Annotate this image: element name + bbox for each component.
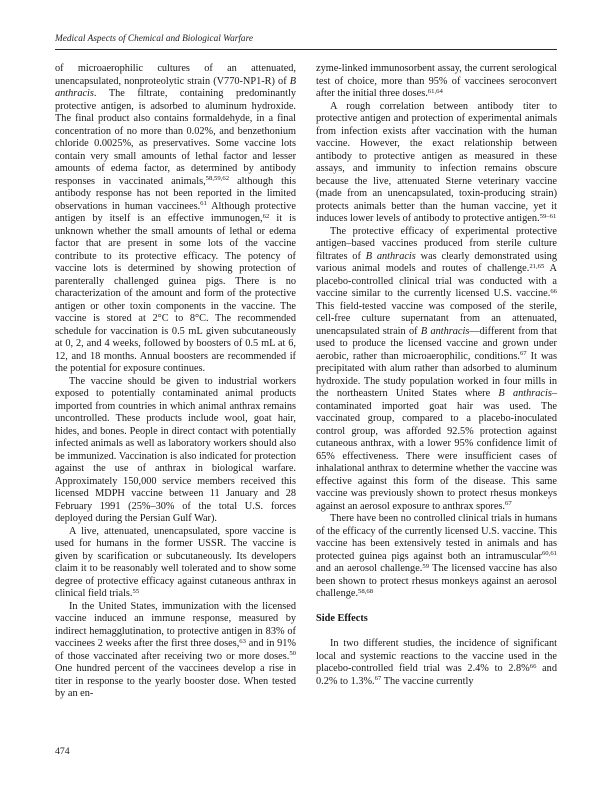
page-body <box>55 63 557 753</box>
header-rule <box>55 49 557 50</box>
running-head-title: Medical Aspects of Chemical and Biological Warfare <box>55 34 253 44</box>
reference-superscript: 66 <box>529 662 537 670</box>
paragraph: A live, attenuated, unencapsulated, spore vaccine is used for humans in the former USSR. The vaccine is given by scarification or subcutaneously. Its developers claim it to be reasonably well tolerated and to show some degree of protective efficacy against cutaneous anthrax in clinical field trials.$^{55}$ <box>55 525 296 599</box>
reference-superscript: 58,59,62 <box>205 175 230 183</box>
paragraph: of microaerophilic cultures of an attenuated, unencapsulated, nonproteolytic strain (V770-NP1-R) of B anthracis. The filtrate, containing predominantly protective antigen, is adsorbed to aluminum hydroxide. The final product also contains formaldehyde, in a final concentration of no more than 0.02%, and benzethonium chloride 0.0025%, as preservatives. Some vaccine lots contain very small amounts of lethal factor and lesser amounts of edema factor, as determined by antibody responses in vaccinated animals,$^{58,59,62}$ although this antibody response has not been reported in the limited observations in human vaccinees.$^{61}$ Although protective antigen by itself is an effective immunogen,$^{62}$ it is unknown whether the small amounts of lethal or edema factor that are present in some lots of the vaccine contribute to its protective efficacy. The potency of vaccine lots is determined by showing protection of parenterally challenged guinea pigs. There is no characterization of the amount and form of the protective antigen or other toxin components in the vaccine. The vaccine is stored at 2°C to 8°C. The recommended schedule for vaccination is 0.5 mL given subcutaneously at 0, 2, and 4 weeks, followed by boosters of 0.5 mL at 6, 12, and 18 months. Annual boosters are recommended if the potential for exposure continues. <box>55 63 296 374</box>
reference-superscript: 67 <box>505 500 512 508</box>
reference-superscript: 63 <box>239 637 246 645</box>
running-head <box>55 34 557 50</box>
reference-superscript: 21,65 <box>529 262 545 270</box>
reference-superscript: 60,61 <box>541 550 557 558</box>
reference-superscript: 66 <box>550 287 557 295</box>
species-name: B anthracis <box>498 388 552 399</box>
right-column <box>316 63 557 753</box>
paragraph: There have been no controlled clinical trials in humans of the efficacy of the currently licensed U.S. vaccine. This vaccine has been extensively tested in animals and has protected guinea pigs against both an intramuscular$^{60,61}$ and an aerosol challenge.$^{59}$ The licensed vaccine has also been shown to protect rhesus monkeys against an aerosol challenge.$^{58,68}$ <box>316 513 557 599</box>
reference-superscript: 50 <box>289 650 296 658</box>
paragraph: zyme-linked immunosorbent assay, the current serological test of choice, more than 95% of vaccinees seroconvert after the initial three doses.$^{61,64}$ <box>316 63 557 99</box>
species-name: B anthracis <box>420 325 470 337</box>
reference-superscript: 67 <box>519 350 527 358</box>
reference-superscript: 58,68 <box>358 587 374 595</box>
reference-superscript: 61 <box>200 200 207 208</box>
reference-superscript: 59–61 <box>539 212 557 220</box>
reference-superscript: 62 <box>262 212 270 220</box>
paragraph: The protective efficacy of experimental protective antigen–based vaccines produced from sterile culture filtrates of B anthracis was clearly demonstrated using various animal models and routes of challenge.$^{21,65}$ A placebo-controlled clinical trial was conducted with a vaccine similar to the currently licensed U.S. vaccine.$^{66}$ This field-tested vaccine was composed of the sterile, cell-free culture supernatant from an attenuated, unencapsulated strain of B anthracis—different from that used to produce the licensed vaccine and grown under aerobic, rather than microaerophilic, conditions.$^{67}$ It was precipitated with alum rather than adsorbed to aluminum hydroxide. The study population worked in four mills in the northeastern United States where B anthracis–contaminated imported goat hair was used. The vaccinated group, compared to a placebo-inoculated control group, was afforded 92.5% protection against cutaneous anthrax, with a lower 95% confidence limit of 65% effectiveness. There were insufficient cases of inhalational anthrax to determine whether the vaccine was effective against this form of the disease. This same vaccine was previously shown to protect rhesus monkeys against an aerosol exposure to anthrax spores.$^{67}$ <box>316 225 557 512</box>
reference-superscript: 55 <box>132 587 140 595</box>
species-name: B anthracis <box>55 75 296 99</box>
left-column <box>55 63 296 753</box>
paragraph: A rough correlation between antibody titer to protective antigen and protection of experimental animals from infection exists after vaccination with the human vaccine. However, the exact relationship between antibody to protective antigen as measured in these assays, and immunity to infection remains obscure because the live, attenuated Sterne veterinary vaccine (made from an unencapsulated, toxin-producing strain) protects animals better than the human vaccine, yet it induces lower levels of antibody to protective antigen.$^{59-61}$ <box>316 100 557 224</box>
reference-superscript: 59 <box>422 562 430 570</box>
paragraph: In two different studies, the incidence of significant local and systemic reactions to the vaccine used in the placebo-controlled field trial was 2.4% to 2.8%$^{66}$ and 0.2% to 1.3%.$^{67}$ The vaccine currently <box>316 638 557 687</box>
paragraph: The vaccine should be given to industrial workers exposed to potentially contaminated animal products imported from countries in which animal anthrax remains uncontrolled. These products include wool, goat hair, hides, and bones. People in direct contact with potentially infected animals as well as laboratory workers should also be immunized. Vaccination is also indicated for protection against the use of anthrax in biological warfare. Approximately 150,000 service members received this licensed MDPH vaccine between 11 January and 28 February 1991 (25%–30% of the total U.S. forces deployed during the Persian Gulf War). <box>55 375 296 524</box>
species-name: B anthracis <box>365 250 416 262</box>
section-heading: Side Effects <box>316 613 368 624</box>
paragraph: In the United States, immunization with the licensed vaccine induced an immune response, measured by indirect hemagglutination, to protective antigen in 83% of vaccinees 2 weeks after the first three doses,$^{63}$ and in 91% of those vaccinated after receiving two or more doses.$^{50}$ One hundred percent of the vaccinees develop a rise in titer in response to the yearly booster dose. When tested by an en- <box>55 600 296 699</box>
reference-superscript: 61,64 <box>427 87 443 95</box>
reference-superscript: 67 <box>374 675 382 683</box>
page-number: 474 <box>55 746 70 757</box>
